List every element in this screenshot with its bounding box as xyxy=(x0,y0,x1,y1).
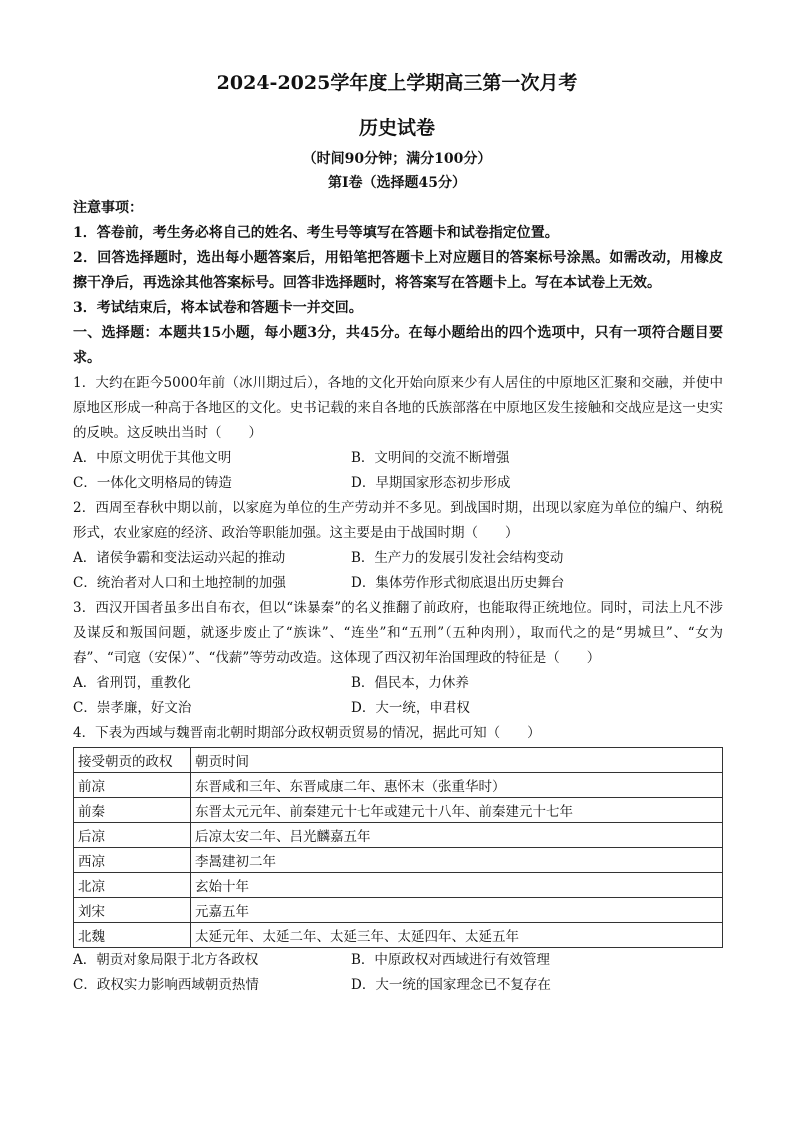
table-cell: 北魏 xyxy=(74,923,191,948)
option-c: C．一体化文明格局的铸造 xyxy=(73,475,232,491)
exam-body xyxy=(73,196,723,998)
section-title: 第Ⅰ卷（选择题45分） xyxy=(327,175,467,191)
note-item-3: 3．考试结束后，将本试卷和答题卡一并交回。 xyxy=(73,300,363,316)
question-1-options xyxy=(73,446,723,496)
table-header-cell: 朝贡时间 xyxy=(191,748,723,773)
notes-heading: 注意事项： xyxy=(73,200,143,216)
table-cell: 北凉 xyxy=(74,873,191,898)
option-c: C．政权实力影响西域朝贡热情 xyxy=(73,977,259,993)
option-b: B．文明间的交流不断增强 xyxy=(351,450,510,466)
table-cell: 东晋太元元年、前秦建元十七年或建元十八年、前秦建元十七年 xyxy=(191,798,723,823)
question-4-options xyxy=(73,948,723,998)
question-3-stem: 3．西汉开国者虽多出自布衣，但以“诛暴秦”的名义推翻了前政府，也能取得正统地位。同时，司法上凡不涉及谋反和叛国问题，就逐步废止了“族诛”、“连坐”和“五刑”（五种肉刑），取而代之的是“男城旦”、“女为舂”、“司寇（安保）”、“伐薪”等劳动改造。这体现了西汉初年治国理政的特征是（ ） xyxy=(73,600,723,666)
table-cell: 玄始十年 xyxy=(191,873,723,898)
table-row xyxy=(74,848,723,873)
time-note: （时间90分钟；满分100分） xyxy=(302,151,492,167)
option-b: B．生产力的发展引发社会结构变动 xyxy=(351,550,564,566)
table-cell: 刘宋 xyxy=(74,898,191,923)
table-row xyxy=(74,798,723,823)
question-2-stem: 2．西周至春秋中期以前，以家庭为单位的生产劳动并不多见。到战国时期，出现以家庭为单位的编户、纳税形式，农业家庭的经济、政治等职能加强。这主要是由于战国时期（ ） xyxy=(73,500,723,541)
note-item-1: 1．答卷前，考生务必将自己的姓名、考生号等填写在答题卡和试卷指定位置。 xyxy=(73,225,559,241)
option-c: C．统治者对人口和土地控制的加强 xyxy=(73,575,286,591)
option-a: A．朝贡对象局限于北方各政权 xyxy=(73,952,259,968)
table-cell: 元嘉五年 xyxy=(191,898,723,923)
table-cell: 后凉太安二年、吕光麟嘉五年 xyxy=(191,823,723,848)
table-row xyxy=(74,898,723,923)
option-b: B．中原政权对西域进行有效管理 xyxy=(351,952,550,968)
option-d: D．大一统，申君权 xyxy=(351,700,470,716)
option-a: A．省刑罚，重教化 xyxy=(73,675,191,691)
option-a: A．中原文明优于其他文明 xyxy=(73,450,232,466)
table-cell: 李暠建初二年 xyxy=(191,848,723,873)
table-cell: 前凉 xyxy=(74,773,191,798)
table-cell: 西凉 xyxy=(74,848,191,873)
note-item-2: 2．回答选择题时，选出每小题答案后，用铅笔把答题卡上对应题目的答案标号涂黑。如需改动，用橡皮擦干净后，再选涂其他答案标号。回答非选择题时，将答案写在答题卡上。写在本试卷上无效。 xyxy=(73,250,723,291)
option-a: A．诸侯争霸和变法运动兴起的推动 xyxy=(73,550,286,566)
exam-title: 2024-2025学年度上学期高三第一次月考 xyxy=(216,72,578,94)
question-1-stem: 1．大约在距今5000年前（冰川期过后），各地的文化开始向原来少有人居住的中原地区汇聚和交融，并使中原地区形成一种高于各地区的文化。史书记载的来自各地的氏族部落在中原地区发生接触和交战应是这一史实的反映。这反映出当时（ ） xyxy=(73,375,723,441)
subject-title: 历史试卷 xyxy=(358,117,435,139)
table-row xyxy=(74,823,723,848)
table-row xyxy=(74,873,723,898)
table-cell: 后凉 xyxy=(74,823,191,848)
option-d: D．大一统的国家理念已不复存在 xyxy=(351,977,551,993)
question-3-options xyxy=(73,671,723,721)
table-header-row xyxy=(74,748,723,773)
option-b: B．倡民本，力休养 xyxy=(351,675,469,691)
table-row xyxy=(74,773,723,798)
option-c: C．崇孝廉，好文治 xyxy=(73,700,192,716)
tribute-table xyxy=(73,747,723,948)
table-header-cell: 接受朝贡的政权 xyxy=(74,748,191,773)
option-d: D．集体劳作形式彻底退出历史舞台 xyxy=(351,575,565,591)
question-2-options xyxy=(73,546,723,596)
option-d: D．早期国家形态初步形成 xyxy=(351,475,511,491)
table-row xyxy=(74,923,723,948)
question-4-stem: 4．下表为西域与魏晋南北朝时期部分政权朝贡贸易的情况，据此可知（ ） xyxy=(73,725,541,741)
table-cell: 东晋咸和三年、东晋咸康二年、惠怀末（张重华时） xyxy=(191,773,723,798)
part1-instruction: 一、选择题：本题共15小题，每小题3分，共45分。在每小题给出的四个选项中，只有一项符合题目要求。 xyxy=(73,325,723,366)
table-cell: 太延元年、太延二年、太延三年、太延四年、太延五年 xyxy=(191,923,723,948)
table-cell: 前秦 xyxy=(74,798,191,823)
